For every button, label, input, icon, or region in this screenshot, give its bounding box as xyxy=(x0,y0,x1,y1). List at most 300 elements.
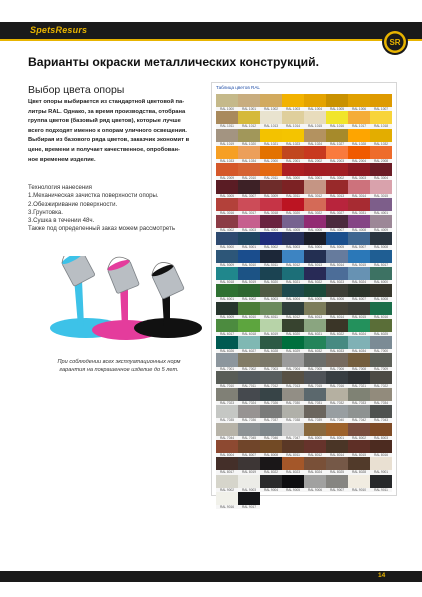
ral-swatch xyxy=(304,198,326,215)
ral-swatch xyxy=(216,284,238,301)
ral-swatch-code: RAL 6006 xyxy=(326,297,348,301)
ral-swatch-code: RAL 6008 xyxy=(370,297,392,301)
ral-swatch-code: RAL 7021 xyxy=(348,384,370,388)
ral-swatch-code: RAL 1015 xyxy=(304,124,326,128)
ral-swatch-code: RAL 1014 xyxy=(282,124,304,128)
ral-swatch xyxy=(238,111,260,128)
ral-swatch-code: RAL 5001 xyxy=(238,245,260,249)
paint-cans-illustration xyxy=(38,256,206,341)
ral-swatch xyxy=(326,284,348,301)
ral-swatch xyxy=(304,405,326,422)
ral-swatch xyxy=(260,405,282,422)
ral-swatch xyxy=(348,129,370,146)
ral-swatch-code: RAL 6019 xyxy=(260,332,282,336)
ral-swatch xyxy=(304,475,326,492)
ral-swatch xyxy=(216,163,238,180)
ral-swatch-code: RAL 1011 xyxy=(216,124,238,128)
ral-swatch xyxy=(238,180,260,197)
ral-swatch-code: RAL 7039 xyxy=(304,418,326,422)
ral-swatch-code: RAL 1028 xyxy=(348,142,370,146)
ral-swatch xyxy=(260,475,282,492)
ral-swatch xyxy=(282,111,304,128)
ral-swatch xyxy=(216,302,238,319)
ral-swatch xyxy=(304,457,326,474)
ral-swatch-code: RAL 1012 xyxy=(238,124,260,128)
ral-swatch xyxy=(260,129,282,146)
ral-swatch-code: RAL 7013 xyxy=(282,384,304,388)
ral-swatch xyxy=(238,492,260,509)
ral-swatch-code: RAL 6014 xyxy=(326,315,348,319)
ral-swatch-code: RAL 2008 xyxy=(370,159,392,163)
ral-swatch xyxy=(260,284,282,301)
ral-swatch-code: RAL 1024 xyxy=(304,142,326,146)
ral-swatch-code: RAL 7022 xyxy=(370,384,392,388)
ral-swatch xyxy=(326,94,348,111)
ral-swatch-code: RAL 3000 xyxy=(282,176,304,180)
ral-swatch-code: RAL 6003 xyxy=(260,297,282,301)
ral-swatch xyxy=(348,423,370,440)
header-accent-line xyxy=(0,39,422,41)
ral-swatch-code: RAL 1018 xyxy=(370,124,392,128)
ral-swatch-code: RAL 6016 xyxy=(370,315,392,319)
ral-swatch xyxy=(282,423,304,440)
ral-swatch xyxy=(238,129,260,146)
ral-swatch-code: RAL 7038 xyxy=(282,418,304,422)
ral-swatch xyxy=(216,94,238,111)
ral-swatch-code: RAL 4002 xyxy=(216,228,238,232)
ral-swatch xyxy=(238,457,260,474)
ral-swatch xyxy=(260,388,282,405)
ral-swatch-code: RAL 1034 xyxy=(238,159,260,163)
ral-swatch-code: RAL 6002 xyxy=(238,297,260,301)
ral-swatch xyxy=(282,284,304,301)
ral-swatch xyxy=(326,319,348,336)
ral-swatch xyxy=(348,198,370,215)
ral-swatch-code: RAL 8007 xyxy=(238,453,260,457)
paragraph-line: ное временем изделие. xyxy=(28,156,96,163)
ral-swatch-code: RAL 6000 xyxy=(370,280,392,284)
ral-swatch xyxy=(348,250,370,267)
ral-swatch-code: RAL 3031 xyxy=(348,211,370,215)
ral-swatch xyxy=(238,215,260,232)
ral-swatch-code: RAL 6009 xyxy=(216,315,238,319)
ral-swatch-code: RAL 5022 xyxy=(304,280,326,284)
ral-swatch-code: RAL 6018 xyxy=(238,332,260,336)
ral-swatch xyxy=(348,284,370,301)
ral-swatch-code: RAL 2011 xyxy=(260,176,282,180)
tech-heading: Технология нанесения xyxy=(28,184,92,191)
ral-swatch-code: RAL 8008 xyxy=(260,453,282,457)
ral-swatch xyxy=(260,215,282,232)
paragraph-line: Выбирая из базового ряда цветов, заказчик экономит в xyxy=(28,137,190,144)
ral-swatch xyxy=(304,146,326,163)
footer-bar xyxy=(0,571,422,582)
ral-swatch xyxy=(282,198,304,215)
ral-swatch-code: RAL 9004 xyxy=(260,488,282,492)
ral-swatch xyxy=(370,146,392,163)
ral-swatch xyxy=(370,267,392,284)
ral-swatch-code: RAL 5007 xyxy=(348,245,370,249)
ral-swatch xyxy=(326,180,348,197)
ral-swatch xyxy=(304,371,326,388)
ral-swatch xyxy=(348,475,370,492)
page-number: 14 xyxy=(378,572,386,579)
ral-swatch xyxy=(326,475,348,492)
ral-swatch xyxy=(260,267,282,284)
ral-swatch xyxy=(282,250,304,267)
ral-swatch-code: RAL 3016 xyxy=(216,211,238,215)
section-subtitle: Выбор цвета опоры xyxy=(28,84,125,96)
ral-swatch xyxy=(260,353,282,370)
ral-swatch xyxy=(216,388,238,405)
ral-swatch-code: RAL 7023 xyxy=(216,401,238,405)
ral-swatch xyxy=(238,284,260,301)
ral-swatch-code: RAL 6012 xyxy=(282,315,304,319)
ral-swatch xyxy=(216,492,238,509)
ral-swatch-code: RAL 6022 xyxy=(326,332,348,336)
ral-swatch xyxy=(348,440,370,457)
ral-swatch xyxy=(282,353,304,370)
ral-swatch xyxy=(326,457,348,474)
ral-color-table xyxy=(211,82,397,509)
ral-swatch-code: RAL 4001 xyxy=(370,211,392,215)
ral-swatch xyxy=(326,163,348,180)
ral-swatch-code: RAL 3009 xyxy=(260,194,282,198)
ral-swatch-code: RAL 7000 xyxy=(370,349,392,353)
ral-swatch-code: RAL 7001 xyxy=(216,367,238,371)
ral-swatch xyxy=(370,371,392,388)
ral-swatch xyxy=(326,371,348,388)
ral-swatch-code: RAL 8014 xyxy=(326,453,348,457)
ral-swatch-code: RAL 7004 xyxy=(282,367,304,371)
ral-swatch-code: RAL 1019 xyxy=(216,142,238,146)
ral-swatch-code: RAL 1033 xyxy=(216,159,238,163)
ral-swatch-code: RAL 7015 xyxy=(304,384,326,388)
ral-swatch xyxy=(348,371,370,388)
ral-swatch xyxy=(370,336,392,353)
ral-swatch-code: RAL 1017 xyxy=(348,124,370,128)
ral-swatch-code: RAL 5019 xyxy=(238,280,260,284)
ral-swatch-code: RAL 7043 xyxy=(370,418,392,422)
ral-swatch-code: RAL 5023 xyxy=(326,280,348,284)
ral-swatch-code: RAL 3011 xyxy=(282,194,304,198)
ral-swatch-code: RAL 7040 xyxy=(326,418,348,422)
ral-swatch-code: RAL 9017 xyxy=(238,505,260,509)
ral-swatch xyxy=(304,284,326,301)
ral-swatch xyxy=(282,371,304,388)
ral-swatch xyxy=(282,457,304,474)
ral-swatch xyxy=(260,180,282,197)
ral-swatch xyxy=(348,405,370,422)
ral-swatch-code: RAL 5004 xyxy=(304,245,326,249)
ral-swatch-code: RAL 1032 xyxy=(370,142,392,146)
ral-swatch-code: RAL 3015 xyxy=(370,194,392,198)
ral-swatch-code: RAL 8004 xyxy=(216,453,238,457)
ral-swatch xyxy=(370,457,392,474)
ral-swatch xyxy=(238,336,260,353)
ral-swatch xyxy=(304,129,326,146)
ral-swatch-code: RAL 6028 xyxy=(260,349,282,353)
ral-swatch-code: RAL 7031 xyxy=(304,401,326,405)
ral-swatch-code: RAL 7002 xyxy=(238,367,260,371)
company-logo-icon xyxy=(381,28,409,56)
ral-swatch xyxy=(326,267,348,284)
ral-swatch xyxy=(370,388,392,405)
ral-swatch xyxy=(260,423,282,440)
ral-swatch-code: RAL 2002 xyxy=(304,159,326,163)
ral-swatch xyxy=(282,302,304,319)
ral-swatch xyxy=(326,198,348,215)
ral-swatch-grid xyxy=(216,94,392,509)
ral-swatch-code: RAL 2000 xyxy=(260,159,282,163)
ral-swatch xyxy=(326,146,348,163)
ral-swatch xyxy=(260,336,282,353)
ral-swatch xyxy=(282,146,304,163)
ral-swatch xyxy=(304,180,326,197)
ral-swatch-code: RAL 8011 xyxy=(282,453,304,457)
technology-list xyxy=(28,184,218,234)
ral-swatch xyxy=(238,232,260,249)
ral-swatch xyxy=(370,250,392,267)
ral-swatch xyxy=(348,215,370,232)
ral-swatch-code: RAL 5012 xyxy=(282,263,304,267)
ral-swatch xyxy=(304,302,326,319)
ral-swatch xyxy=(326,336,348,353)
ral-swatch xyxy=(304,111,326,128)
ral-swatch xyxy=(238,146,260,163)
ral-swatch xyxy=(370,353,392,370)
ral-swatch xyxy=(216,457,238,474)
ral-swatch-code: RAL 6013 xyxy=(304,315,326,319)
ral-swatch-code: RAL 8023 xyxy=(282,470,304,474)
ral-swatch-code: RAL 9016 xyxy=(216,505,238,509)
ral-swatch xyxy=(282,440,304,457)
ral-swatch xyxy=(326,129,348,146)
ral-swatch xyxy=(260,457,282,474)
ral-swatch xyxy=(304,163,326,180)
ral-swatch xyxy=(370,423,392,440)
ral-swatch xyxy=(348,111,370,128)
ral-swatch xyxy=(304,215,326,232)
ral-swatch-code: RAL 3007 xyxy=(238,194,260,198)
ral-swatch xyxy=(326,423,348,440)
ral-swatch-code: RAL 5009 xyxy=(216,263,238,267)
ral-swatch xyxy=(238,267,260,284)
ral-swatch xyxy=(282,267,304,284)
ral-swatch-code: RAL 6026 xyxy=(216,349,238,353)
ral-swatch xyxy=(326,215,348,232)
ral-swatch-code: RAL 3017 xyxy=(238,211,260,215)
ral-swatch-code: RAL 7045 xyxy=(238,436,260,440)
ral-swatch xyxy=(260,319,282,336)
ral-swatch-code: RAL 1001 xyxy=(238,107,260,111)
ral-swatch-code: RAL 2009 xyxy=(216,176,238,180)
ral-swatch-code: RAL 1000 xyxy=(216,107,238,111)
ral-swatch-code: RAL 6004 xyxy=(282,297,304,301)
ral-swatch-code: RAL 5014 xyxy=(326,263,348,267)
logo-text: SR xyxy=(389,37,401,47)
ral-swatch-code: RAL 1023 xyxy=(282,142,304,146)
ral-swatch xyxy=(304,267,326,284)
ral-swatch-code: RAL 6027 xyxy=(238,349,260,353)
ral-swatch xyxy=(216,180,238,197)
ral-swatch xyxy=(326,405,348,422)
ral-swatch-code: RAL 6001 xyxy=(216,297,238,301)
ral-swatch xyxy=(304,94,326,111)
ral-swatch xyxy=(304,336,326,353)
ral-swatch xyxy=(238,405,260,422)
ral-swatch-code: RAL 9010 xyxy=(348,488,370,492)
ral-swatch-code: RAL 7042 xyxy=(348,418,370,422)
ral-swatch xyxy=(238,371,260,388)
ral-swatch xyxy=(282,180,304,197)
ral-swatch-code: RAL 5017 xyxy=(370,263,392,267)
ral-swatch-code: RAL 3012 xyxy=(304,194,326,198)
ral-swatch xyxy=(238,198,260,215)
ral-swatch xyxy=(326,440,348,457)
ral-swatch xyxy=(260,111,282,128)
ral-swatch xyxy=(326,353,348,370)
ral-swatch xyxy=(348,319,370,336)
ral-swatch-code: RAL 6021 xyxy=(304,332,326,336)
ral-swatch xyxy=(348,302,370,319)
ral-swatch xyxy=(348,146,370,163)
ral-swatch xyxy=(216,198,238,215)
ral-swatch-code: RAL 1006 xyxy=(348,107,370,111)
ral-swatch xyxy=(216,405,238,422)
ral-swatch-code: RAL 7036 xyxy=(238,418,260,422)
ral-swatch-code: RAL 1013 xyxy=(260,124,282,128)
ral-swatch-code: RAL 7034 xyxy=(370,401,392,405)
ral-swatch-code: RAL 8025 xyxy=(326,470,348,474)
ral-swatch-code: RAL 5018 xyxy=(216,280,238,284)
ral-swatch xyxy=(348,163,370,180)
ral-swatch xyxy=(282,129,304,146)
ral-swatch-code: RAL 6010 xyxy=(238,315,260,319)
ral-swatch-code: RAL 4004 xyxy=(260,228,282,232)
brand-name: SpetsResurs xyxy=(30,25,88,35)
ral-swatch xyxy=(370,215,392,232)
ral-swatch-code: RAL 7032 xyxy=(326,401,348,405)
ral-swatch xyxy=(370,163,392,180)
ral-swatch xyxy=(348,457,370,474)
ral-swatch-code: RAL 5002 xyxy=(260,245,282,249)
ral-swatch xyxy=(260,250,282,267)
ral-swatch xyxy=(348,94,370,111)
page-title: Варианты окраски металлических конструкций. xyxy=(28,55,320,69)
ral-swatch-code: RAL 6025 xyxy=(370,332,392,336)
ral-swatch-code: RAL 5020 xyxy=(260,280,282,284)
ral-swatch-code: RAL 1003 xyxy=(282,107,304,111)
ral-swatch xyxy=(348,232,370,249)
ral-swatch-code: RAL 7009 xyxy=(370,367,392,371)
ral-swatch xyxy=(282,319,304,336)
ral-swatch xyxy=(304,440,326,457)
ral-swatch-code: RAL 3013 xyxy=(326,194,348,198)
ral-swatch-code: RAL 2001 xyxy=(282,159,304,163)
ral-swatch xyxy=(260,371,282,388)
ral-swatch xyxy=(326,232,348,249)
ral-swatch-code: RAL 3001 xyxy=(304,176,326,180)
ral-swatch xyxy=(260,146,282,163)
ral-swatch-code: RAL 3005 xyxy=(216,194,238,198)
ral-swatch xyxy=(304,319,326,336)
ral-swatch-code: RAL 3004 xyxy=(370,176,392,180)
tech-step: 1.Механическая зачистка поверхности опоры. xyxy=(28,192,159,200)
ral-swatch-code: RAL 1005 xyxy=(326,107,348,111)
ral-swatch xyxy=(348,336,370,353)
ral-swatch-code: RAL 1016 xyxy=(326,124,348,128)
ral-swatch-code: RAL 6029 xyxy=(282,349,304,353)
ral-swatch-code: RAL 7005 xyxy=(304,367,326,371)
ral-swatch-code: RAL 7047 xyxy=(282,436,304,440)
ral-swatch-code: RAL 8019 xyxy=(238,470,260,474)
ral-swatch-code: RAL 9002 xyxy=(216,488,238,492)
ral-swatch-code: RAL 6020 xyxy=(282,332,304,336)
ral-swatch xyxy=(282,336,304,353)
ral-swatch-code: RAL 4006 xyxy=(304,228,326,232)
paragraph-line: всего подходят именно к опорам уличного освещения. xyxy=(28,127,187,134)
ral-swatch-code: RAL 8016 xyxy=(370,453,392,457)
ral-swatch xyxy=(370,319,392,336)
ral-swatch-code: RAL 6033 xyxy=(326,349,348,353)
ral-swatch-code: RAL 9003 xyxy=(238,488,260,492)
ral-swatch xyxy=(260,302,282,319)
ral-swatch-code: RAL 8028 xyxy=(348,470,370,474)
ral-swatch-code: RAL 3014 xyxy=(348,194,370,198)
ral-swatch-code: RAL 7003 xyxy=(260,367,282,371)
ral-swatch xyxy=(282,232,304,249)
ral-swatch xyxy=(348,353,370,370)
ral-swatch xyxy=(326,250,348,267)
ral-swatch xyxy=(370,94,392,111)
ral-swatch-code: RAL 7026 xyxy=(260,401,282,405)
ral-swatch-code: RAL 4008 xyxy=(348,228,370,232)
ral-swatch-code: RAL 5005 xyxy=(326,245,348,249)
ral-swatch-code: RAL 3020 xyxy=(282,211,304,215)
ral-swatch xyxy=(238,319,260,336)
ral-swatch-code: RAL 3027 xyxy=(326,211,348,215)
ral-swatch-code: RAL 6024 xyxy=(348,332,370,336)
ral-swatch-code: RAL 7033 xyxy=(348,401,370,405)
ral-swatch xyxy=(370,232,392,249)
ral-swatch xyxy=(370,440,392,457)
ral-swatch-code: RAL 4009 xyxy=(370,228,392,232)
ral-swatch-code: RAL 1021 xyxy=(260,142,282,146)
ral-swatch xyxy=(304,232,326,249)
ral-swatch xyxy=(282,163,304,180)
ral-swatch-code: RAL 6032 xyxy=(304,349,326,353)
paragraph-line: литры RAL. Однако, за время производства, отобрана xyxy=(28,108,186,115)
ral-swatch-code: RAL 8003 xyxy=(370,436,392,440)
ral-swatch-code: RAL 4003 xyxy=(238,228,260,232)
ral-swatch-code: RAL 5021 xyxy=(282,280,304,284)
ral-swatch xyxy=(370,180,392,197)
ral-swatch xyxy=(238,353,260,370)
ral-swatch-code: RAL 9006 xyxy=(304,488,326,492)
ral-swatch-code: RAL 9005 xyxy=(282,488,304,492)
ral-swatch-code: RAL 5003 xyxy=(282,245,304,249)
ral-swatch xyxy=(282,405,304,422)
ral-swatch xyxy=(216,146,238,163)
ral-swatch-code: RAL 3002 xyxy=(326,176,348,180)
ral-swatch xyxy=(238,163,260,180)
ral-swatch xyxy=(238,440,260,457)
ral-swatch xyxy=(216,319,238,336)
ral-swatch-code: RAL 9007 xyxy=(326,488,348,492)
ral-swatch xyxy=(260,163,282,180)
ral-swatch-code: RAL 8002 xyxy=(348,436,370,440)
